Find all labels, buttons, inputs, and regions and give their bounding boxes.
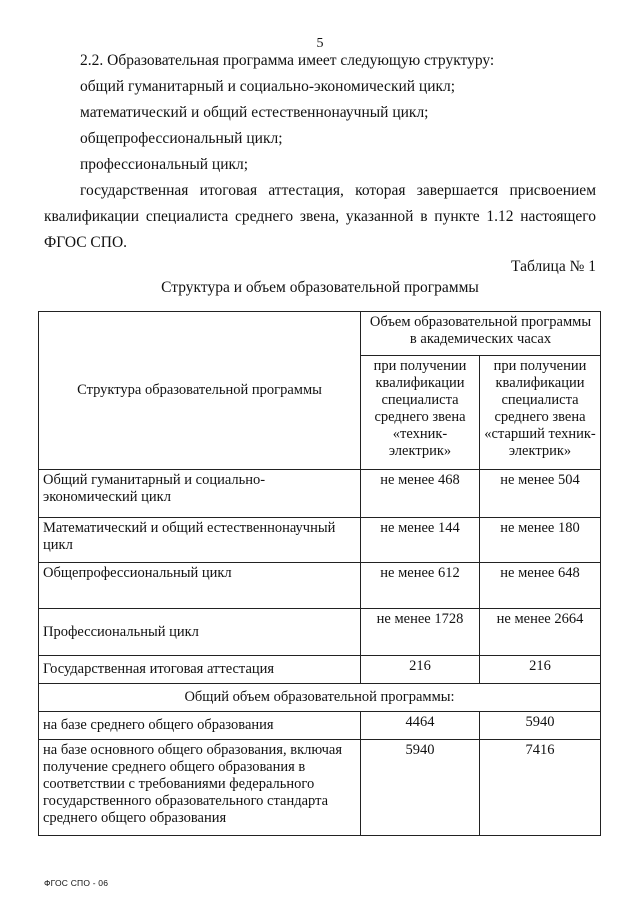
row-value-1: не менее 612 xyxy=(361,563,480,609)
total-label: Общий объем образовательной программы: xyxy=(39,684,601,712)
row-value-2: 7416 xyxy=(480,740,601,836)
table-row xyxy=(39,518,601,563)
row-value-1: 4464 xyxy=(361,712,480,740)
footer-code: ФГОС СПО - 06 xyxy=(44,878,109,888)
attestation-line-1: государственная итоговая аттестация, которая завершается присвоением xyxy=(80,182,596,199)
header-volume: Объем образовательной программы в академических часах xyxy=(361,312,601,356)
row-name: на базе среднего общего образования xyxy=(39,712,361,740)
row-name: Профессиональный цикл xyxy=(39,609,361,656)
attestation-line-3: ФГОС СПО. xyxy=(44,234,128,251)
row-value-1: не менее 144 xyxy=(361,518,480,563)
row-value-1: не менее 1728 xyxy=(361,609,480,656)
row-name: Общепрофессиональный цикл xyxy=(39,563,361,609)
table-title: Структура и объем образовательной программы xyxy=(161,279,479,296)
header-col-technician: при получении квалификации специалиста среднего звена «техник-электрик» xyxy=(361,356,480,470)
table-row xyxy=(39,470,601,518)
list-item-4: профессиональный цикл; xyxy=(80,156,249,173)
page-number: 5 xyxy=(316,36,324,51)
table-row xyxy=(39,740,601,836)
row-name: Математический и общий естественнонаучный цикл xyxy=(39,518,361,563)
row-value-1: 216 xyxy=(361,656,480,684)
header-structure: Структура образовательной программы xyxy=(39,312,361,470)
row-name: Общий гуманитарный и социально-экономический цикл xyxy=(39,470,361,518)
table-row xyxy=(39,609,601,656)
row-name: на базе основного общего образования, включая получение среднего общего образования в соответствии с требованиями федерального государственного образовательного стандарта среднего общего образования xyxy=(39,740,361,836)
row-value-2: не менее 504 xyxy=(480,470,601,518)
row-value-1: 5940 xyxy=(361,740,480,836)
row-value-2: 216 xyxy=(480,656,601,684)
structure-table xyxy=(38,311,601,836)
table-row xyxy=(39,656,601,684)
row-value-2: не менее 2664 xyxy=(480,609,601,656)
list-item-2: математический и общий естественнонаучный цикл; xyxy=(80,104,429,121)
row-value-1: не менее 468 xyxy=(361,470,480,518)
row-name: Государственная итоговая аттестация xyxy=(39,656,361,684)
table-label: Таблица № 1 xyxy=(511,258,596,275)
header-col-senior-technician: при получении квалификации специалиста среднего звена «старший техник-электрик» xyxy=(480,356,601,470)
row-value-2: не менее 648 xyxy=(480,563,601,609)
row-value-2: 5940 xyxy=(480,712,601,740)
intro-line: 2.2. Образовательная программа имеет следующую структуру: xyxy=(80,52,495,69)
list-item-3: общепрофессиональный цикл; xyxy=(80,130,283,147)
table-row xyxy=(39,712,601,740)
list-item-1: общий гуманитарный и социально-экономический цикл; xyxy=(80,78,456,95)
table-row xyxy=(39,563,601,609)
row-value-2: не менее 180 xyxy=(480,518,601,563)
attestation-line-2: квалификации специалиста среднего звена, указанной в пункте 1.12 настоящего xyxy=(44,208,596,225)
